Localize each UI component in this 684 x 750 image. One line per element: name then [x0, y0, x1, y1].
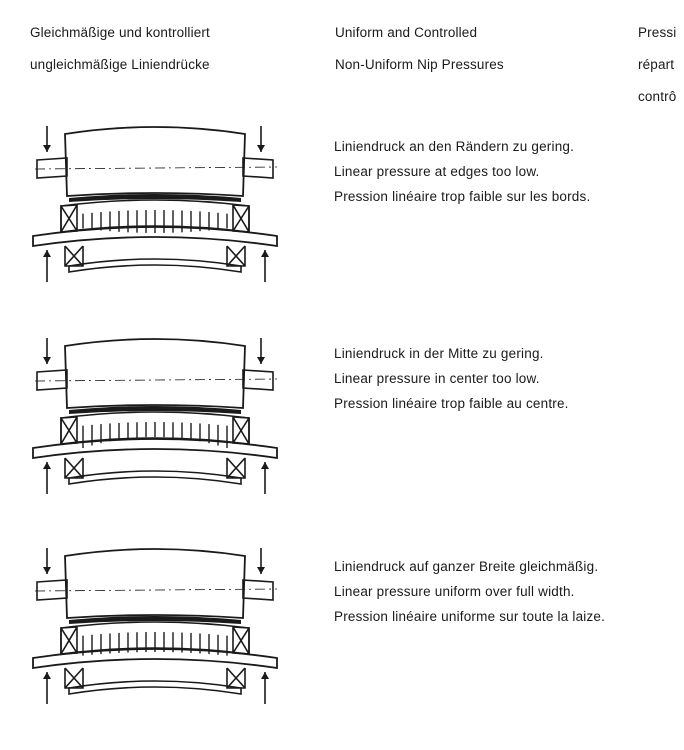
nip-diagram-center-low: [25, 330, 290, 500]
right-journal: [243, 158, 273, 178]
case-1-text: [334, 138, 624, 213]
case-1-english: Linear pressure at edges too low.: [334, 164, 540, 179]
case-1-german: Liniendruck an den Rändern zu gering.: [334, 139, 575, 154]
right-journal: [243, 370, 273, 390]
arrowhead-up-icon: [43, 672, 51, 679]
roll-axis-line: [35, 589, 277, 591]
bottom-beam: [33, 439, 277, 458]
left-end-box: [61, 417, 77, 444]
roll-diagram-svg: [25, 540, 290, 710]
arrowhead-up-icon: [261, 250, 269, 257]
case-2-french: Pression linéaire trop faible au centre.: [334, 396, 569, 411]
bottom-roll: [69, 471, 241, 484]
right-journal: [243, 580, 273, 600]
roll-diagram-svg: [25, 330, 290, 500]
bottom-roll: [69, 681, 241, 694]
right-end-box: [233, 627, 249, 654]
arrowhead-down-icon: [43, 567, 51, 574]
arrowhead-down-icon: [257, 357, 265, 364]
arrowhead-up-icon: [43, 462, 51, 469]
nip-diagram-edges-low: [25, 118, 290, 288]
arrowhead-down-icon: [43, 357, 51, 364]
left-end-box: [61, 627, 77, 654]
left-journal: [37, 370, 67, 390]
case-3-text: [334, 558, 624, 633]
roll-axis-line: [35, 167, 277, 169]
top-roll: [65, 127, 245, 196]
arrowhead-down-icon: [257, 145, 265, 152]
left-end-box: [61, 205, 77, 232]
header-german: [30, 9, 300, 89]
case-2-text: [334, 345, 624, 420]
arrowhead-down-icon: [257, 567, 265, 574]
header-french-line-3: contrô: [638, 89, 677, 104]
bottom-roll: [69, 259, 241, 272]
right-end-box: [233, 417, 249, 444]
roll-diagram-svg: [25, 118, 290, 288]
header-english-line-2: Non-Uniform Nip Pressures: [335, 57, 504, 72]
arrowhead-up-icon: [43, 250, 51, 257]
arrowhead-up-icon: [261, 672, 269, 679]
left-support-box: [65, 246, 83, 266]
case-3-german: Liniendruck auf ganzer Breite gleichmäßig.: [334, 559, 599, 574]
case-3-french: Pression linéaire uniforme sur toute la laize.: [334, 609, 606, 624]
right-support-box: [227, 668, 245, 688]
left-support-box: [65, 668, 83, 688]
header-english: [335, 9, 595, 89]
header-french-line-1: Pressi: [638, 25, 677, 40]
arrowhead-up-icon: [261, 462, 269, 469]
right-support-box: [227, 246, 245, 266]
header-french: [638, 9, 684, 121]
case-2-german: Liniendruck in der Mitte zu gering.: [334, 346, 544, 361]
left-journal: [37, 580, 67, 600]
header-german-line-1: Gleichmäßige und kontrolliert: [30, 25, 210, 40]
top-roll: [65, 339, 245, 408]
header-german-line-2: ungleichmäßige Liniendrücke: [30, 57, 210, 72]
left-support-box: [65, 458, 83, 478]
header-french-line-2: répart: [638, 57, 675, 72]
case-3-english: Linear pressure uniform over full width.: [334, 584, 575, 599]
case-2-english: Linear pressure in center too low.: [334, 371, 540, 386]
arrowhead-down-icon: [43, 145, 51, 152]
left-journal: [37, 158, 67, 178]
nip-diagram-uniform: [25, 540, 290, 710]
header-english-line-1: Uniform and Controlled: [335, 25, 478, 40]
case-1-french: Pression linéaire trop faible sur les bords.: [334, 189, 591, 204]
right-support-box: [227, 458, 245, 478]
top-roll: [65, 549, 245, 618]
right-end-box: [233, 205, 249, 232]
roll-axis-line: [35, 379, 277, 381]
